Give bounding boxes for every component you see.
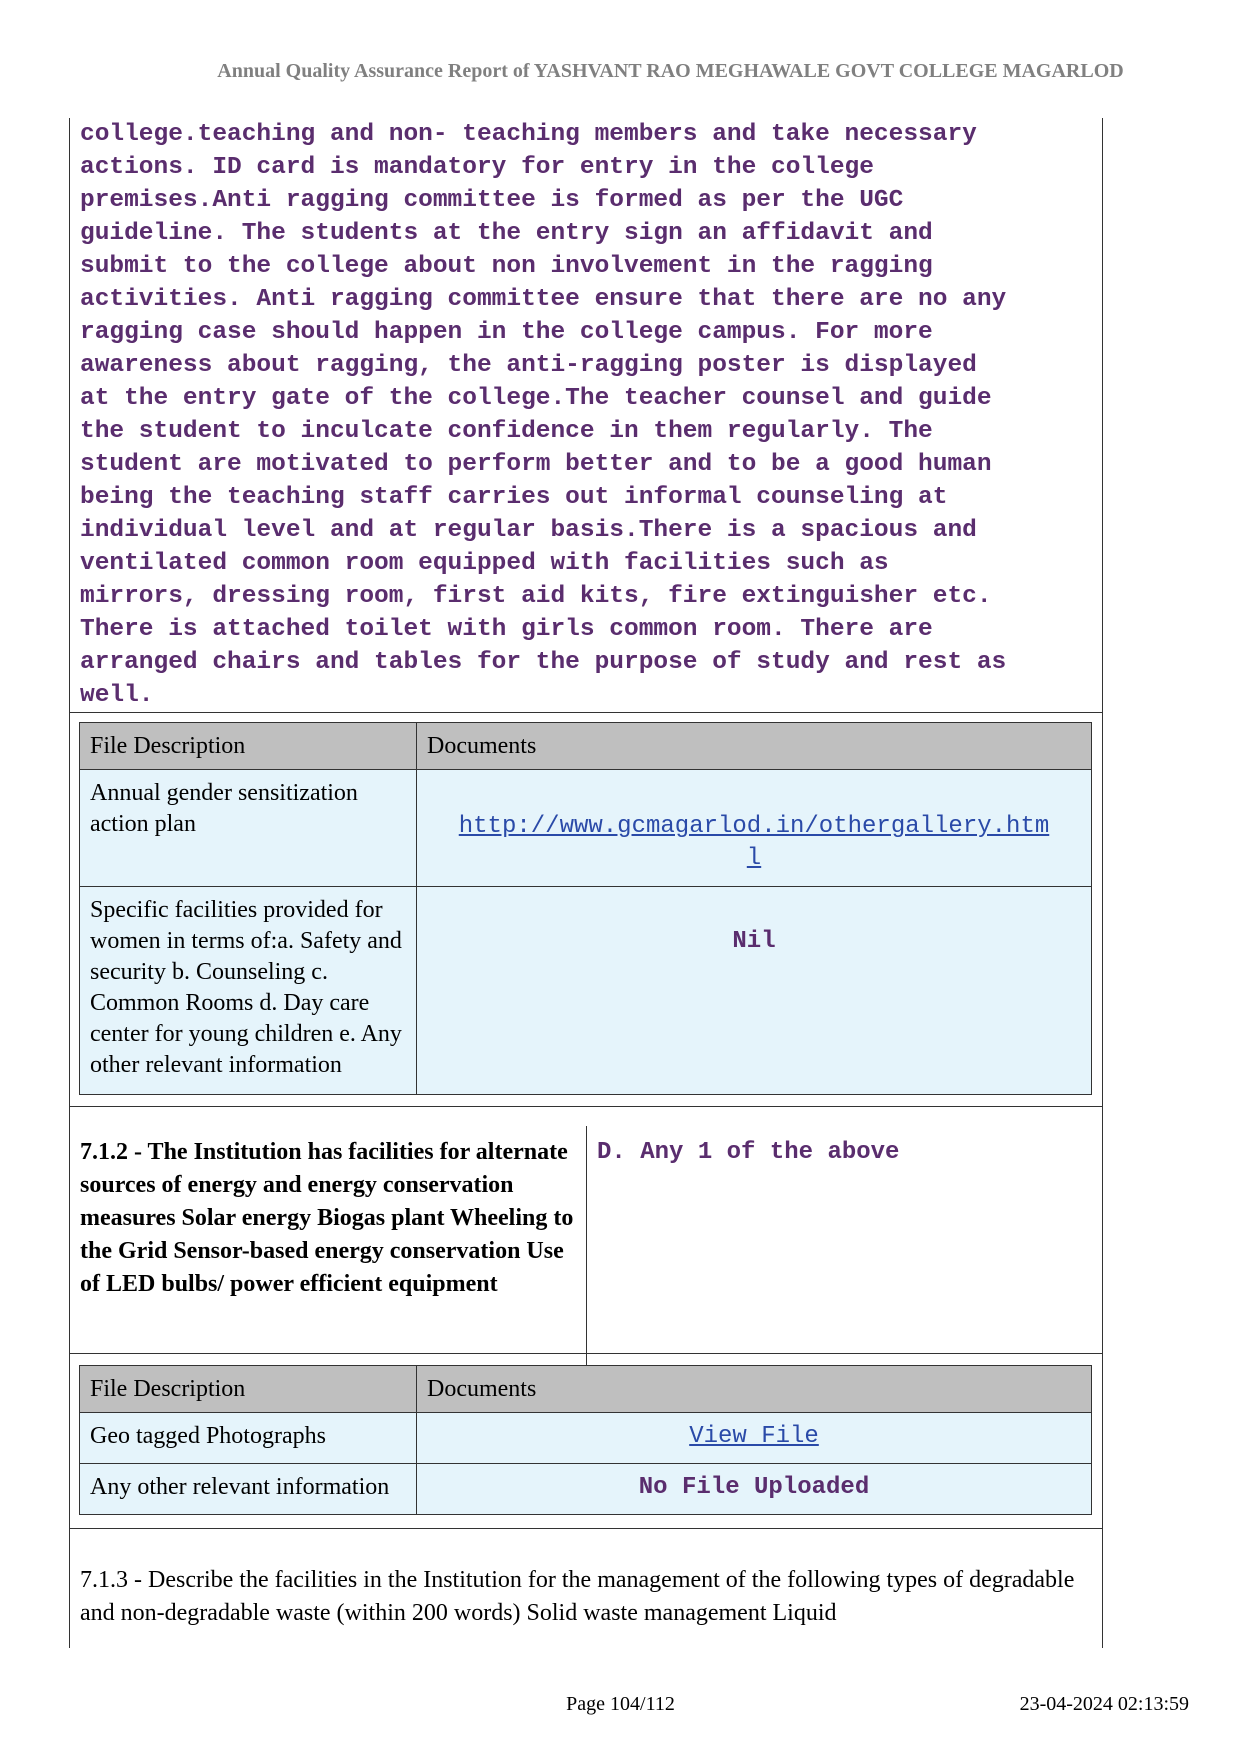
divider [69,1106,1103,1107]
generated-datetime: 23-04-2024 02:13:59 [1019,1693,1189,1715]
question-7-1-3: 7.1.3 - Describe the facilities in the Institution for the management of the following types of degradable and non-degradable waste (within 200 words) Solid waste management Liquid [80,1567,1075,1626]
paragraph-line: awareness about ragging, the anti-ragging poster is displayed [80,352,977,379]
divider [69,712,1103,713]
paragraph-line: the student to inculcate confidence in them regularly. The [80,418,933,445]
view-file-link[interactable]: View File [689,1423,819,1450]
paragraph-line: guideline. The students at the entry sign an affidavit and [80,220,933,247]
divider [69,1353,1103,1354]
row-label-other-info: Any other relevant information [80,1464,417,1515]
column-separator [586,1126,587,1381]
divider [69,1528,1103,1529]
paragraph-line: individual level and at regular basis.There is a spacious and [80,517,977,544]
women-facilities-value: Nil [732,928,776,955]
question-7-1-2: 7.1.2 - The Institution has facilities for alternate sources of energy and energy conservation measures Solar energy Biogas plant Wheeling to the Grid Sensor-based energy conservation Use of LED bulbs/ power efficient equipment [80,1139,574,1297]
gender-plan-link[interactable]: http://www.gcmagarlod.in/othergallery.htm l [458,813,1050,872]
paragraph-line: college.teaching and non- teaching members and take necessary [80,121,977,148]
paragraph-line: premises.Anti ragging committee is formed as per the UGC [80,187,904,214]
paragraph-line: There is attached toilet with girls common room. There are [80,616,933,643]
row-label-women-facilities: Specific facilities provided for women in terms of:a. Safety and security b. Counseling c. Common Rooms d. Day care center for young children e. Any other relevant information [80,887,417,1095]
gender-plan-link-cell [417,770,1092,887]
continuation-paragraph [80,118,1090,712]
paragraph-line: at the entry gate of the college.The teacher counsel and guide [80,385,992,412]
file-description-table-1 [79,722,1092,1095]
col-file-description: File Description [80,1366,417,1413]
no-file-uploaded: No File Uploaded [638,1474,870,1501]
row-label-gender-plan: Annual gender sensitization action plan [80,770,417,887]
paragraph-line: being the teaching staff carries out informal counseling at [80,484,948,511]
other-info-cell [417,1464,1092,1515]
paragraph-line: ventilated common room equipped with facilities such as [80,550,889,577]
paragraph-line: submit to the college about non involvement in the ragging [80,253,933,280]
report-header: Annual Quality Assurance Report of YASHVANT RAO MEGHAWALE GOVT COLLEGE MAGARLOD [217,60,1124,82]
paragraph-line: student are motivated to perform better and to be a good human [80,451,992,478]
page-number: Page 104/112 [566,1693,675,1715]
women-facilities-value-cell [417,887,1092,1095]
paragraph-line: arranged chairs and tables for the purpose of study and rest as [80,649,1007,676]
col-file-description: File Description [80,723,417,770]
paragraph-line: mirrors, dressing room, first aid kits, fire extinguisher etc. [80,583,992,610]
geo-photos-cell [417,1413,1092,1464]
col-documents: Documents [417,1366,1092,1413]
paragraph-line: ragging case should happen in the college campus. For more [80,319,933,346]
paragraph-line: well. [80,682,154,709]
row-label-geo-photos: Geo tagged Photographs [80,1413,417,1464]
paragraph-line: actions. ID card is mandatory for entry in the college [80,154,874,181]
file-description-table-2 [79,1365,1092,1515]
col-documents: Documents [417,723,1092,770]
answer-7-1-2: D. Any 1 of the above [597,1139,900,1166]
paragraph-line: activities. Anti ragging committee ensure that there are no any [80,286,1007,313]
